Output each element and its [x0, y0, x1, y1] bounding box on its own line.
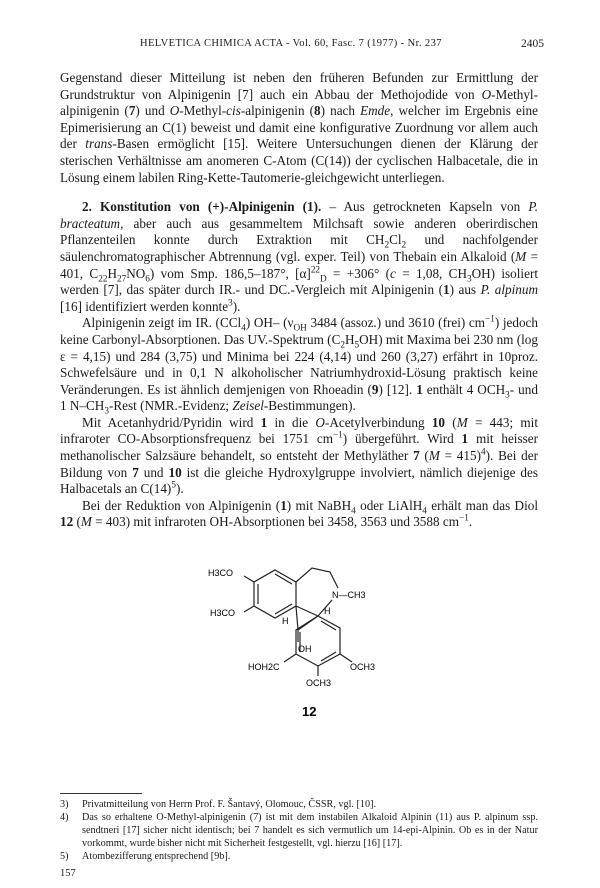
text-run: ( — [445, 414, 457, 430]
compound-number: 1 — [260, 414, 268, 430]
signature-number: 157 — [60, 868, 76, 879]
text-run: = 415) — [439, 448, 481, 464]
subscript: 5 — [354, 339, 360, 350]
italic-run: M — [80, 514, 92, 530]
text-run: = +306° ( — [326, 265, 391, 281]
compound-number: 1 — [280, 497, 287, 513]
italic-run: Emde — [360, 103, 391, 119]
superscript: −1 — [485, 313, 495, 324]
structure-diagram-12 — [200, 558, 400, 778]
text-run: -Methyl- — [179, 103, 227, 119]
text-run: in die — [267, 414, 316, 430]
paragraph-acetyl — [60, 415, 538, 498]
benzene-ring-top — [254, 570, 296, 618]
text-run: und — [138, 464, 169, 480]
text-run: ) und — [135, 103, 170, 119]
structure-bonds — [244, 568, 352, 676]
methoxy-bond — [340, 654, 352, 662]
superscript: 22 — [310, 264, 321, 275]
body-text — [60, 70, 538, 531]
c-c-bond — [296, 606, 298, 630]
text-run: = 401, C — [60, 248, 539, 281]
footnote-5 — [60, 850, 538, 863]
paragraph-constitution — [60, 199, 538, 315]
label-och3-right: OCH3 — [350, 662, 376, 672]
text-run: Bei der Reduktion von Alpinigenin ( — [82, 497, 281, 513]
text-run: Cl — [389, 232, 402, 248]
compound-number: 7 — [128, 103, 136, 119]
text-run: = 403) mit infraroten OH-Absorptionen bei 3458, 3563 und 3588 cm — [91, 514, 459, 530]
paragraph-intro — [60, 70, 538, 186]
label-oh: OH — [298, 644, 312, 654]
text-run: oder LiAlH — [355, 497, 423, 513]
footnote-text: Privatmitteilung von Herrn Prof. F. Šantavý, Olomouc, ČSSR, vgl. [10]. — [82, 799, 377, 810]
methoxy-bond — [244, 606, 254, 612]
text-run: ( — [419, 448, 429, 464]
subscript: 4 — [422, 505, 427, 516]
text-run: ). Bei der Bildung von — [60, 448, 538, 480]
footnote-number: 5) — [60, 851, 69, 862]
label-n-ch3: N—CH3 — [332, 590, 366, 600]
label-och3-bottom: OCH3 — [306, 678, 332, 688]
text-run: [16] identifiziert werden konnte — [60, 298, 229, 314]
text-run: = 443; mit infraroter CO-Absorptionsfrequenz bei 1751 cm — [60, 414, 538, 447]
italic-run: Zeisel — [232, 398, 264, 414]
footnote-text: Das so erhaltene O-Methyl-alpinigenin (7) ist mit dem instabilen Alkaloid Alpinin (11) aus P. alpinum ssp. sendtneri [17] sicher nicht identisch; bei 7 handelt es sich vermutlich um 14-epi-Alpinin. Ob es in der Natur vorkommt, wurde bisher nicht mit Sicherheit festgestellt, vgl. hierzu [16] [17]. — [82, 812, 538, 849]
compound-number: 7 — [413, 448, 420, 464]
footnote-rule — [60, 793, 142, 794]
text-run: -Basen ermöglicht [15]. Weitere Untersuchungen dienen der Klärung der sterischen Verhältnisse am anomeren C-Atom (C(14)) der cyclischen Halbacetale, die in Lösung einem labilen Ring-Kette-Tautomerie-gleichgewicht unterliegen. — [60, 136, 538, 185]
subscript: 3 — [104, 405, 109, 416]
text-run: H — [107, 265, 117, 281]
compound-number: 1 — [461, 431, 469, 447]
text-run: ) [12]. — [378, 381, 417, 397]
paragraph-ir — [60, 315, 538, 415]
subscript: 3 — [466, 273, 472, 284]
compound-number: 1 — [442, 282, 450, 298]
compound-number: 10 — [431, 414, 446, 430]
c-c-bond — [296, 606, 318, 616]
subscript: 22 — [98, 273, 108, 284]
text-run: OH) isoliert werden [7], das später durch IR.- und DC.-Vergleich mit Alpinigenin ( — [60, 265, 538, 298]
journal-title: HELVETICA CHIMICA ACTA - Vol. 60, Fasc. 7 (1977) - Nr. 237 — [140, 38, 442, 49]
benzene-ring-bottom — [296, 616, 340, 666]
azepine-ring — [296, 568, 338, 588]
subscript: 3 — [505, 389, 510, 400]
subscript: 2 — [384, 239, 390, 250]
text-run: Mit Acetanhydrid/Pyridin wird — [82, 414, 261, 430]
italic-run: c — [390, 265, 396, 281]
text-run: ) jedoch keine Carbonyl-Absorptionen. Das UV.-Spektrum (C — [60, 315, 539, 347]
subscript: 2 — [340, 339, 345, 350]
text-run: OH) mit Maxima bei 230 nm (log ε = 4,15) und 284 (3,75) und Minima bei 224 (4,14) und 260 (3,27) erfährt in 10proz. Schwefelsäure und in 0,1 — [60, 331, 538, 381]
text-run: mit heisser methanolischer Salzsäure behandelt, so entsteht der Methyläther — [60, 431, 538, 464]
running-header — [60, 38, 544, 54]
compound-label: 12 — [302, 704, 317, 719]
compound-number: 12 — [60, 514, 74, 530]
subscript: 4 — [241, 322, 246, 333]
species-name: P. bracteatum — [60, 199, 538, 231]
text-run: = 1,08, CH — [395, 265, 467, 281]
text-run: -Bestimmungen). — [263, 398, 356, 414]
subscript: OH — [293, 322, 307, 333]
footnote-number: 4) — [60, 812, 69, 823]
paragraph-reduction — [60, 498, 538, 531]
superscript: −1 — [332, 430, 343, 441]
compound-number: 7 — [132, 464, 139, 480]
text-run: ). — [232, 298, 241, 314]
text-run: H — [345, 331, 355, 347]
footnote-3 — [60, 798, 538, 811]
subscript: 4 — [351, 505, 356, 516]
page-number: 2405 — [521, 38, 544, 50]
footnote-ref: 4 — [480, 446, 486, 457]
italic-run: O — [481, 86, 492, 102]
italic-run: M — [456, 414, 468, 430]
text-run: ) vom Smp. 186,5–187°, [α] — [149, 265, 311, 281]
text-run: , welcher im Ergebnis eine Epimerisierung an C(1) beweist und damit eine konfigurative Zuordnung vor allem auch der — [60, 103, 538, 152]
footnote-4 — [60, 811, 538, 850]
text-run: – Aus getrockneten Kapseln von — [321, 199, 529, 215]
section-heading: 2. Konstitution von (+)-Alpinigenin (1). — [82, 199, 322, 215]
text-run: -alpinigenin ( — [240, 103, 315, 119]
text-run: NO — [126, 265, 146, 281]
italic-run: O — [315, 414, 325, 430]
text-run: und nachfolgender säulenchromatographischer Abtrennung (vgl. exper. Teil) von Thebain ein Alkaloid ( — [60, 232, 538, 264]
compound-number: 1 — [416, 381, 423, 397]
italic-run: M — [428, 448, 440, 464]
subscript: 2 — [401, 239, 407, 250]
text-run: ) übergeführt. Wird — [342, 431, 462, 447]
text-run: -Methyl-alpinigenin ( — [60, 86, 538, 119]
label-h3co-top: H3CO — [208, 568, 234, 578]
text-run: -Rest (NMR.-Evidenz; — [108, 398, 233, 414]
footnote-text: Atombezifferung entsprechend [9b]. — [82, 851, 231, 862]
label-h3co-left: H3CO — [210, 608, 236, 618]
text-run: - und 1 N–CH — [60, 381, 538, 414]
text-run: ist die gleiche Hydroxylgruppe involviert, nämlich diejenige des Halbacetals an C(14) — [60, 464, 539, 497]
text-run: ) aus — [449, 282, 481, 298]
ch2oh-bond — [284, 654, 296, 662]
text-run: , aber auch aus gesammeltem Milchsaft sowie anderen oberirdischen Pflanzenteilen konnte durch Extraktion mit CH — [60, 215, 538, 248]
text-run: 3484 (assoz.) und 3610 (frei) cm — [306, 315, 485, 331]
footnotes — [60, 798, 538, 863]
compound-number: 9 — [371, 381, 379, 397]
text-run: ) nach — [320, 103, 361, 119]
text-run: ) mit NaBH — [286, 497, 352, 513]
italic-run: O — [169, 103, 180, 119]
subscript: 27 — [116, 273, 127, 284]
text-run: ( — [73, 514, 81, 530]
footnote-ref: 3 — [228, 297, 233, 308]
superscript: −1 — [459, 513, 469, 524]
compound-number: 10 — [168, 464, 182, 480]
text-run: ) OH– (ν — [245, 315, 294, 331]
footnote-number: 3) — [60, 799, 69, 810]
methoxy-bond — [244, 576, 254, 582]
normality-symbol: N — [214, 365, 224, 381]
italic-run: M — [515, 248, 527, 264]
label-h-left: H — [282, 616, 289, 626]
text-run: enthält 4 OCH — [422, 381, 506, 397]
text-run: . — [468, 514, 473, 530]
text-run: alkoholischer Natriumhydroxid-Lösung praktisch keine Veränderungen. Es ist ähnlich demjenigen von Rhoeadin ( — [60, 365, 538, 397]
text-run: erhält man das Diol — [426, 497, 538, 513]
subscript: D — [320, 273, 327, 284]
label-h-right: H — [324, 606, 331, 616]
subscript: 6 — [145, 273, 150, 284]
italic-run: cis — [226, 103, 241, 119]
text-run: -Acetylverbindung — [324, 414, 432, 430]
text-run: ). — [175, 481, 184, 497]
label-hoh2c: HOH2C — [248, 662, 280, 672]
text-run: Gegenstand dieser Mitteilung ist neben den früheren Befunden zur Ermittlung der Grundstruktur von Alpinigenin [7] auch ein Abbau der Methojodide von — [60, 70, 538, 102]
text-run: Alpinigenin zeigt im IR. (CCl — [82, 315, 242, 331]
compound-number: 8 — [314, 103, 321, 119]
species-name: P. alpinum — [480, 282, 538, 298]
footnote-ref: 5 — [171, 479, 176, 490]
italic-run: trans — [85, 136, 113, 152]
